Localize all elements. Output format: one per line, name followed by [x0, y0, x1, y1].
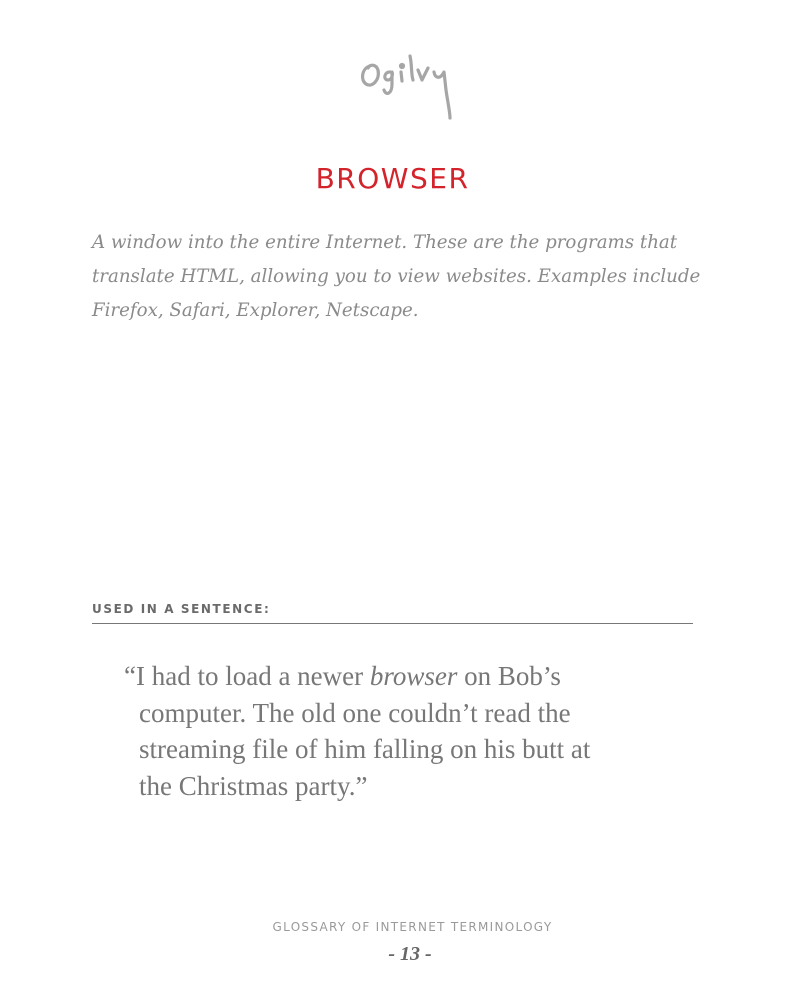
footer-title: GLOSSARY OF INTERNET TERMINOLOGY — [272, 920, 553, 934]
quote-line-1 — [124, 658, 684, 695]
quote-line-4: the Christmas party.” — [139, 770, 368, 801]
term-definition: A window into the entire Internet. These are the programs that translate HTML, allowing you to view websites. Examples include Firefox, Safari, Explorer, Netscape. — [92, 232, 701, 321]
quote-line-2: computer. The old one couldn’t read the — [139, 697, 571, 728]
usage-quote — [124, 658, 684, 804]
quote-line-3: streaming file of him falling on his butt at — [139, 734, 591, 764]
section-divider — [92, 623, 693, 624]
quote-after-emphasis: on Bob’s — [457, 661, 561, 691]
quote-open-text: “I had to load a newer — [124, 661, 370, 691]
ogilvy-signature-logo — [356, 50, 462, 126]
term-title: BROWSER — [315, 162, 470, 195]
page-number: - 13 - — [388, 943, 432, 965]
usage-section-label: USED IN A SENTENCE: — [92, 602, 271, 616]
quote-emphasis-term: browser — [369, 661, 458, 691]
